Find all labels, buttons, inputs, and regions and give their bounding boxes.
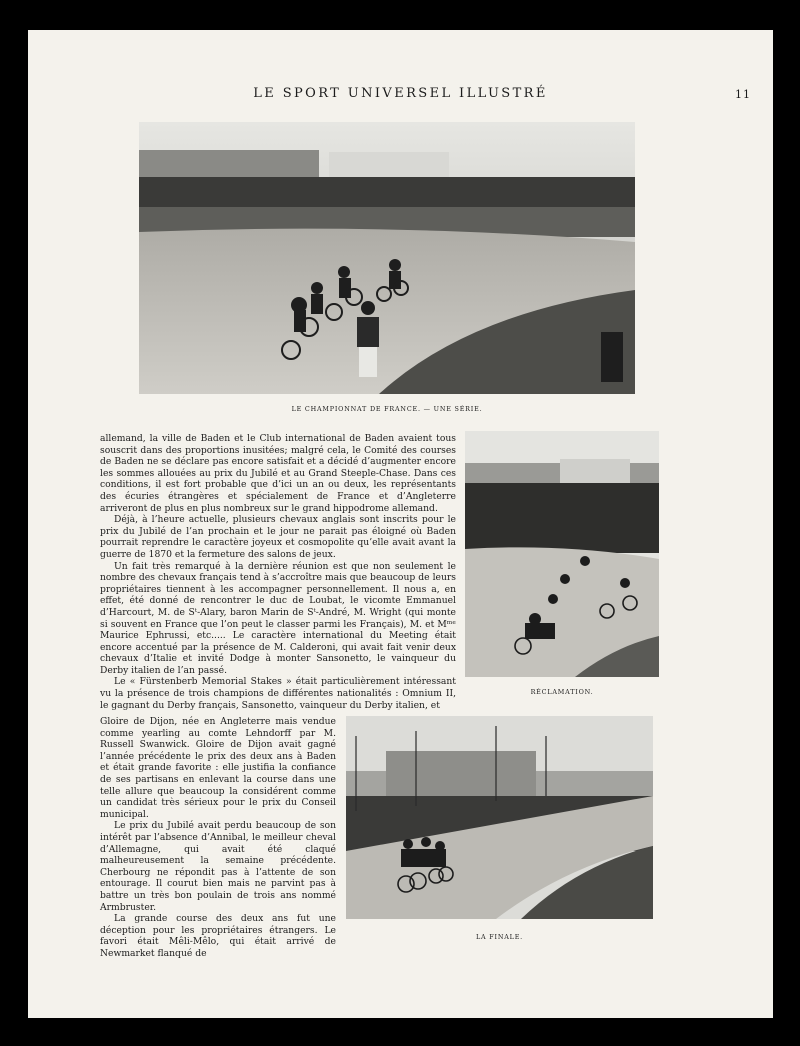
paragraph-1: allemand, la ville de Baden et le Club international de Baden avaient tous souscrit dans des proportions inusitées; malgré cela, le Comité des courses de Baden ne se déclare pas encore satisfait et a décidé d’augmenter encore les sommes allouées au prix du Jubilé et au Grand Steeple-Chase. Dans ces conditions, il est fort probable que d’ici un an ou deux, les représentants des écuries étrangères et spécialement de France et d’Angleterre arriveront de plus en plus nombreux sur le grand hippodrome allemand. bbox=[100, 433, 456, 514]
magazine-page bbox=[28, 30, 773, 1018]
photo-finale bbox=[346, 716, 653, 919]
photo-reclamation bbox=[465, 431, 659, 677]
photo-championnat-serie bbox=[139, 122, 635, 394]
running-title: LE SPORT UNIVERSEL ILLUSTRÉ bbox=[253, 86, 548, 101]
caption-photo-3: LA FINALE. bbox=[476, 933, 523, 941]
text-column-upper bbox=[100, 433, 456, 711]
paragraph-6: La grande course des deux ans fut une déception pour les propriétaires étrangers. Le favori était Mêli-Mêlo, qui était arrivé de Newmarket flanqué de bbox=[100, 913, 336, 959]
paragraph-4-continued: Gloire de Dijon, née en Angleterre mais vendue comme yearling au comte Lehndorff par M. Russell Swanwick. Gloire de Dijon avait gagné l’année précédente le prix des deux ans à Baden et était grande favorite : elle justifia la confiance de ses partisans en enlevant la course dans une telle allure que beaucoup la considérent comme un candidat très sérieux pour le prix du Conseil municipal. bbox=[100, 716, 336, 820]
paragraph-4: Le « Fürstenberb Memorial Stakes » était particulièrement intéressant vu la présence de trois champions de différentes nationalités : Omnium II, le gagnant du Derby français, Sansonetto, vainqueur du Derby italien, et bbox=[100, 676, 456, 711]
caption-photo-1: LE CHAMPIONNAT DE FRANCE. — UNE SÉRIE. bbox=[291, 405, 483, 413]
paragraph-2: Déjà, à l’heure actuelle, plusieurs chevaux anglais sont inscrits pour le prix du Jubilé de l’an prochain et le jour ne parait pas éloigné où Baden pourrait reprendre le caractère joyeux et cosmopolite qu’elle avait avant la guerre de 1870 et la fermeture des salons de jeux. bbox=[100, 514, 456, 560]
text-column-lower bbox=[100, 716, 336, 959]
paragraph-3: Un fait très remarqué à la dernière réunion est que non seulement le nombre des chevaux français tend à s’accroître mais que beaucoup de leurs propriétaires tiennent à les accompagner personnellement. Il nous a, en effet, été donné de rencontrer le duc de Loubat, le vicomte Emmanuel d’Harcourt, M. de Sᵗ-Alary, baron Marin de Sᵗ-André, M. Wright (qui monte si souvent en France que l’on peut le classer parmi les Français), M. et Mᵐᵉ Maurice Ephrussi, etc..... Le caractère international du Meeting était encore accentué par la présence de M. Calderoni, qui avait fait venir deux chevaux d’Italie et invité Dodge à monter Sansonetto, le vainqueur du Derby italien de l’an passé. bbox=[100, 560, 456, 676]
page-number: 11 bbox=[735, 88, 751, 101]
caption-photo-2: RÉCLAMATION. bbox=[530, 688, 594, 696]
paragraph-5: Le prix du Jubilé avait perdu beaucoup de son intérêt par l’absence d’Annibal, le meilleur cheval d’Allemagne, qui avait été claqué malheureusement la semaine précédente. Cherbourg ne répondit pas à l’attente de son entourage. Il courut bien mais ne parvint pas à battre un très bon poulain de trois ans nommé Armbruster. bbox=[100, 820, 336, 913]
